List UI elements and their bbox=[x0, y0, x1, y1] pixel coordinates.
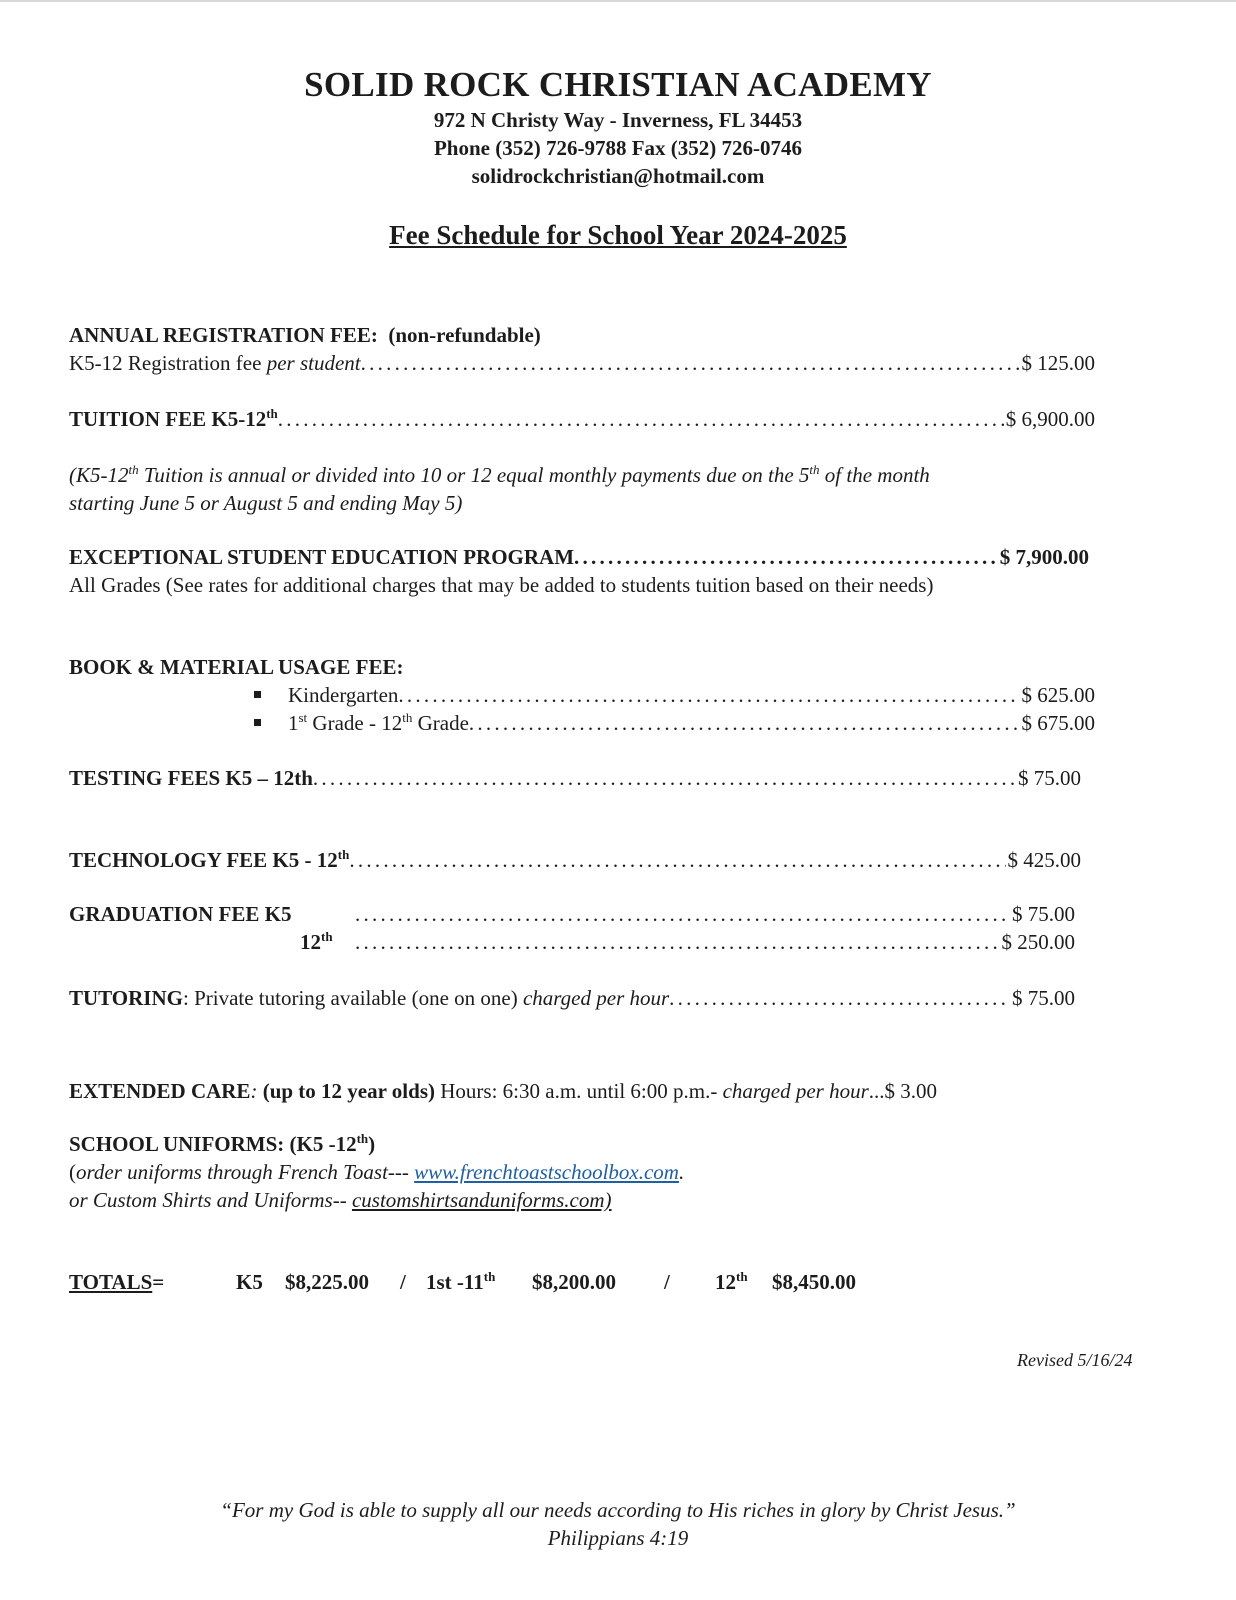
exceptional-note: All Grades (See rates for additional charges that may be added to students tuition based on their needs) bbox=[69, 573, 934, 597]
exceptional-amount: $ 7,900.00 bbox=[999, 545, 1089, 569]
revised-date: Revised 5/16/24 bbox=[1017, 1350, 1133, 1370]
graduation-12-label: 12th bbox=[300, 929, 333, 954]
scan-edge bbox=[0, 0, 1236, 2]
graduation-label: GRADUATION FEE K5 bbox=[69, 902, 292, 926]
school-address: 972 N Christy Way - Inverness, FL 34453 bbox=[433, 108, 803, 132]
totals-k5-amount: $8,225.00 bbox=[285, 1270, 369, 1294]
totals-mid-label: 1st -11th bbox=[426, 1269, 496, 1294]
registration-heading: ANNUAL REGISTRATION FEE: (non-refundable) bbox=[69, 323, 541, 347]
graduation-12-amount: $ 250.00 bbox=[1001, 930, 1075, 954]
bullet-icon bbox=[254, 719, 261, 726]
extended-care-label: EXTENDED CARE bbox=[69, 1079, 251, 1103]
school-name: SOLID ROCK CHRISTIAN ACADEMY bbox=[304, 65, 932, 104]
leader-dots bbox=[574, 543, 998, 571]
frenchtoast-link[interactable]: www.frenchtoastschoolbox.com bbox=[414, 1160, 679, 1184]
totals-12-label: 12th bbox=[715, 1269, 748, 1294]
registration-amount: $ 125.00 bbox=[1021, 351, 1095, 375]
leader-dots bbox=[669, 984, 1010, 1012]
school-phone-fax: Phone (352) 726-9788 Fax (352) 726-0746 bbox=[433, 136, 803, 160]
leader-dots bbox=[361, 349, 1020, 377]
testing-label: TESTING FEES K5 – 12th bbox=[69, 766, 313, 790]
technology-label: TECHNOLOGY FEE K5 - 12th bbox=[69, 847, 350, 872]
leader-dots bbox=[355, 928, 1000, 956]
leader-dots bbox=[469, 709, 1020, 737]
uniforms-line1: (order uniforms through French Toast--- www.frenchtoastschoolbox.com. bbox=[69, 1160, 685, 1184]
graduation-12-line bbox=[355, 928, 1075, 956]
totals-k5-label: K5 bbox=[236, 1270, 263, 1294]
uniforms-line2: or Custom Shirts and Uniforms-- customshirtsanduniforms.com) bbox=[69, 1188, 612, 1212]
customshirts-link[interactable]: customshirtsanduniforms.com) bbox=[351, 1188, 612, 1212]
scripture-quote bbox=[0, 1496, 1236, 1552]
testing-amount: $ 75.00 bbox=[1018, 766, 1081, 790]
technology-fee-line bbox=[69, 846, 1081, 874]
totals-label: TOTALS= bbox=[69, 1270, 165, 1294]
leader-dots bbox=[278, 405, 1004, 433]
books-grades-amount: $ 675.00 bbox=[1021, 711, 1095, 735]
page-title: Fee Schedule for School Year 2024-2025 bbox=[389, 220, 847, 250]
leader-dots bbox=[355, 900, 1010, 928]
books-kindergarten-amount: $ 625.00 bbox=[1021, 683, 1095, 707]
graduation-k5-amount: $ 75.00 bbox=[1012, 902, 1075, 926]
books-kindergarten-line bbox=[288, 681, 1095, 709]
exceptional-program-line bbox=[69, 543, 1089, 571]
letterhead bbox=[0, 64, 1236, 190]
books-grades-line bbox=[288, 709, 1095, 737]
tuition-label: TUITION FEE K5-12th bbox=[69, 406, 278, 431]
registration-fee-line bbox=[69, 349, 1095, 377]
extended-care-age: (up to 12 year olds) bbox=[257, 1079, 435, 1103]
totals-separator: / bbox=[400, 1270, 406, 1294]
tuition-note-line2: starting June 5 or August 5 and ending May 5) bbox=[69, 491, 463, 515]
tuition-amount: $ 6,900.00 bbox=[1005, 407, 1095, 431]
verse-text: “For my God is able to supply all our needs according to His riches in glory by Christ Jesus.” bbox=[220, 1498, 1016, 1522]
technology-amount: $ 425.00 bbox=[1007, 848, 1081, 872]
leader-dots bbox=[313, 764, 1016, 792]
totals-separator: / bbox=[664, 1270, 670, 1294]
tuition-note: (K5-12th Tuition is annual or divided into 10 or 12 equal monthly payments due on the 5th of the month bbox=[69, 462, 930, 487]
testing-fee-line bbox=[69, 764, 1081, 792]
tuition-fee-line bbox=[69, 405, 1095, 433]
books-grades-label: 1st Grade - 12th Grade bbox=[288, 710, 469, 735]
school-email: solidrockchristian@hotmail.com bbox=[471, 164, 765, 188]
exceptional-label: EXCEPTIONAL STUDENT EDUCATION PROGRAM bbox=[69, 545, 575, 569]
totals-mid-amount: $8,200.00 bbox=[532, 1270, 616, 1294]
books-heading: BOOK & MATERIAL USAGE FEE: bbox=[69, 655, 404, 679]
registration-label: K5-12 Registration fee per student bbox=[69, 351, 361, 375]
registration-note: (non-refundable) bbox=[388, 323, 541, 347]
books-kindergarten-label: Kindergarten bbox=[288, 683, 399, 707]
bullet-icon bbox=[254, 691, 261, 698]
tutoring-label: TUTORING: Private tutoring available (one on one) charged per hour bbox=[69, 986, 670, 1010]
leader-dots bbox=[349, 846, 1005, 874]
tutoring-line bbox=[69, 984, 1075, 1012]
totals-12-amount: $8,450.00 bbox=[772, 1270, 856, 1294]
tutoring-amount: $ 75.00 bbox=[1012, 986, 1075, 1010]
extended-care-line: EXTENDED CARE: (up to 12 year olds) Hours: 6:30 a.m. until 6:00 p.m.- charged per hour...$ 3.00 bbox=[69, 1079, 938, 1103]
uniforms-heading: SCHOOL UNIFORMS: (K5 -12th) bbox=[69, 1131, 376, 1156]
verse-reference: Philippians 4:19 bbox=[547, 1526, 689, 1550]
extended-care-amount: ...$ 3.00 bbox=[868, 1079, 938, 1103]
leader-dots bbox=[398, 681, 1019, 709]
graduation-k5-line bbox=[355, 900, 1075, 928]
